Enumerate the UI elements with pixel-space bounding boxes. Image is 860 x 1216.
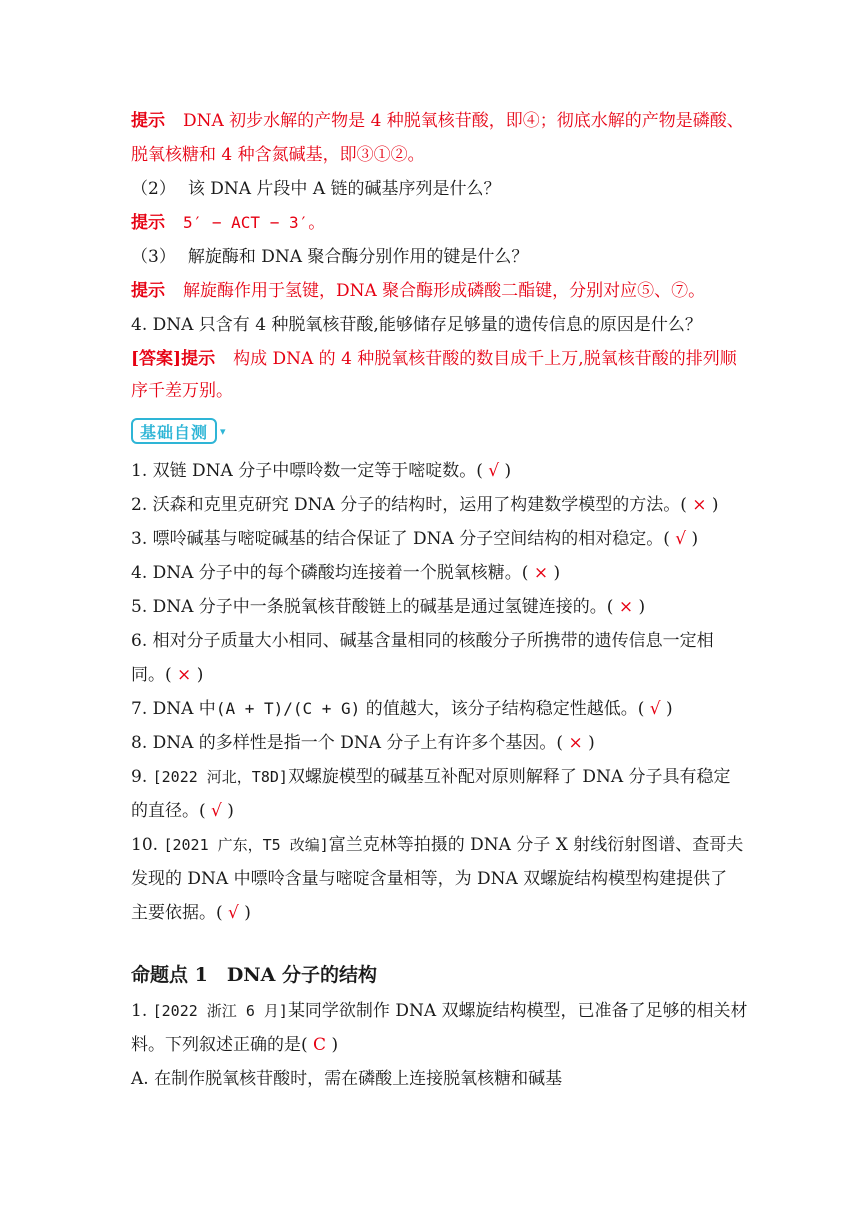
question-3: （3） 解旋酶和 DNA 聚合酶分别作用的键是什么？	[131, 247, 529, 267]
source-tag: [2022 河北，T8D]	[152, 768, 288, 786]
hint-label: 提示	[131, 111, 165, 131]
self-test-item-6-line-2: 同。( × )	[131, 665, 204, 685]
self-test-item-10-line-1: 10. [2021 广东，T5 改编]富兰克林等拍摄的 DNA 分子 X 射线衍射图谱、查哥夫	[131, 835, 744, 855]
cross-mark: ×	[618, 597, 634, 617]
self-test-item-1: 1. 双链 DNA 分子中嘌呤数一定等于嘧啶数。( √ )	[131, 461, 512, 481]
cross-mark: ×	[568, 733, 583, 753]
hint-3: 提示 解旋酶作用于氢键，DNA 聚合酶形成磷酸二酯键，分别对应⑤、⑦。	[131, 281, 706, 301]
hint-1-line-1: 提示 DNA 初步水解的产物是 4 种脱氧核苷酸，即④；彻底水解的产物是磷酸、	[131, 111, 744, 131]
self-test-item-6-line-1: 6. 相对分子质量大小相同、碱基含量相同的核酸分子所携带的遗传信息一定相	[131, 631, 714, 651]
problem-1-line-1: 1. [2022 浙江 6 月]某同学欲制作 DNA 双螺旋结构模型，已准备了足够的相关材	[131, 1001, 748, 1021]
check-mark: √	[649, 699, 661, 719]
hint-label: 提示	[131, 281, 165, 301]
hint-2: 提示 5′ − ACT − 3′。	[131, 213, 326, 233]
check-mark: √	[675, 529, 687, 549]
self-test-badge	[131, 418, 226, 444]
self-test-item-2: 2. 沃森和克里克研究 DNA 分子的结构时，运用了构建数学模型的方法。( × )	[131, 495, 719, 515]
check-mark: √	[488, 461, 500, 481]
self-test-item-5: 5. DNA 分子中一条脱氧核苷酸链上的碱基是通过氢键连接的。( × )	[131, 597, 646, 617]
problem-1-option-a: A. 在制作脱氧核苷酸时，需在磷酸上连接脱氧核糖和碱基	[131, 1069, 563, 1089]
answer-mark: C	[313, 1035, 327, 1055]
self-test-item-9-line-1: 9. [2022 河北，T8D]双螺旋模型的碱基互补配对原则解释了 DNA 分子具有稳定	[131, 767, 731, 787]
source-tag: [2022 浙江 6 月]	[152, 1002, 288, 1020]
cross-mark: ×	[177, 665, 192, 685]
ratio-formula: (A + T)/(C + G)	[215, 699, 361, 718]
self-test-item-4: 4. DNA 分子中的每个磷酸均连接着一个脱氧核糖。( × )	[131, 563, 561, 583]
source-tag: [2021 广东，T5 改编]	[163, 836, 329, 854]
self-test-item-3: 3. 嘌呤碱基与嘧啶碱基的结合保证了 DNA 分子空间结构的相对稳定。( √ )	[131, 529, 699, 549]
cross-mark: ×	[692, 495, 707, 515]
self-test-item-10-line-2: 发现的 DNA 中嘌呤含量与嘧啶含量相等，为 DNA 双螺旋结构模型构建提供了	[131, 869, 728, 889]
check-mark: √	[228, 903, 239, 923]
chevron-down-icon: ▾	[220, 424, 226, 438]
sequence-formula: 5′ − ACT − 3′	[183, 213, 309, 232]
question-2: （2） 该 DNA 片段中 A 链的碱基序列是什么？	[131, 179, 501, 199]
check-mark: √	[211, 801, 222, 821]
problem-1-line-2: 料。下列叙述正确的是( C )	[131, 1035, 339, 1055]
self-test-item-7: 7. DNA 中(A + T)/(C + G) 的值越大，该分子结构稳定性越低。( √ )	[131, 699, 673, 719]
answer-4-line-1: [答案]提示 构成 DNA 的 4 种脱氧核苷酸的数目成千上万,脱氧核苷酸的排列顺	[131, 349, 737, 369]
self-test-item-9-line-2: 的直径。( √ )	[131, 801, 234, 821]
hint-label: 提示	[131, 213, 165, 233]
self-test-item-8: 8. DNA 的多样性是指一个 DNA 分子上有许多个基因。( × )	[131, 733, 595, 753]
cross-mark: ×	[533, 563, 549, 583]
section-heading: 命题点 1 DNA 分子的结构	[131, 964, 378, 986]
self-test-item-10-line-3: 主要依据。( √ )	[131, 903, 251, 923]
answer-hint-label: [答案]提示	[131, 349, 216, 369]
self-test-badge-label: 基础自测	[131, 418, 217, 444]
question-4: 4. DNA 只含有 4 种脱氧核苷酸,能够储存足够量的遗传信息的原因是什么？	[131, 315, 702, 335]
answer-4-line-2: 序千差万别。	[131, 381, 233, 401]
hint-1-line-2: 脱氧核糖和 4 种含氮碱基，即③①②。	[131, 145, 425, 165]
